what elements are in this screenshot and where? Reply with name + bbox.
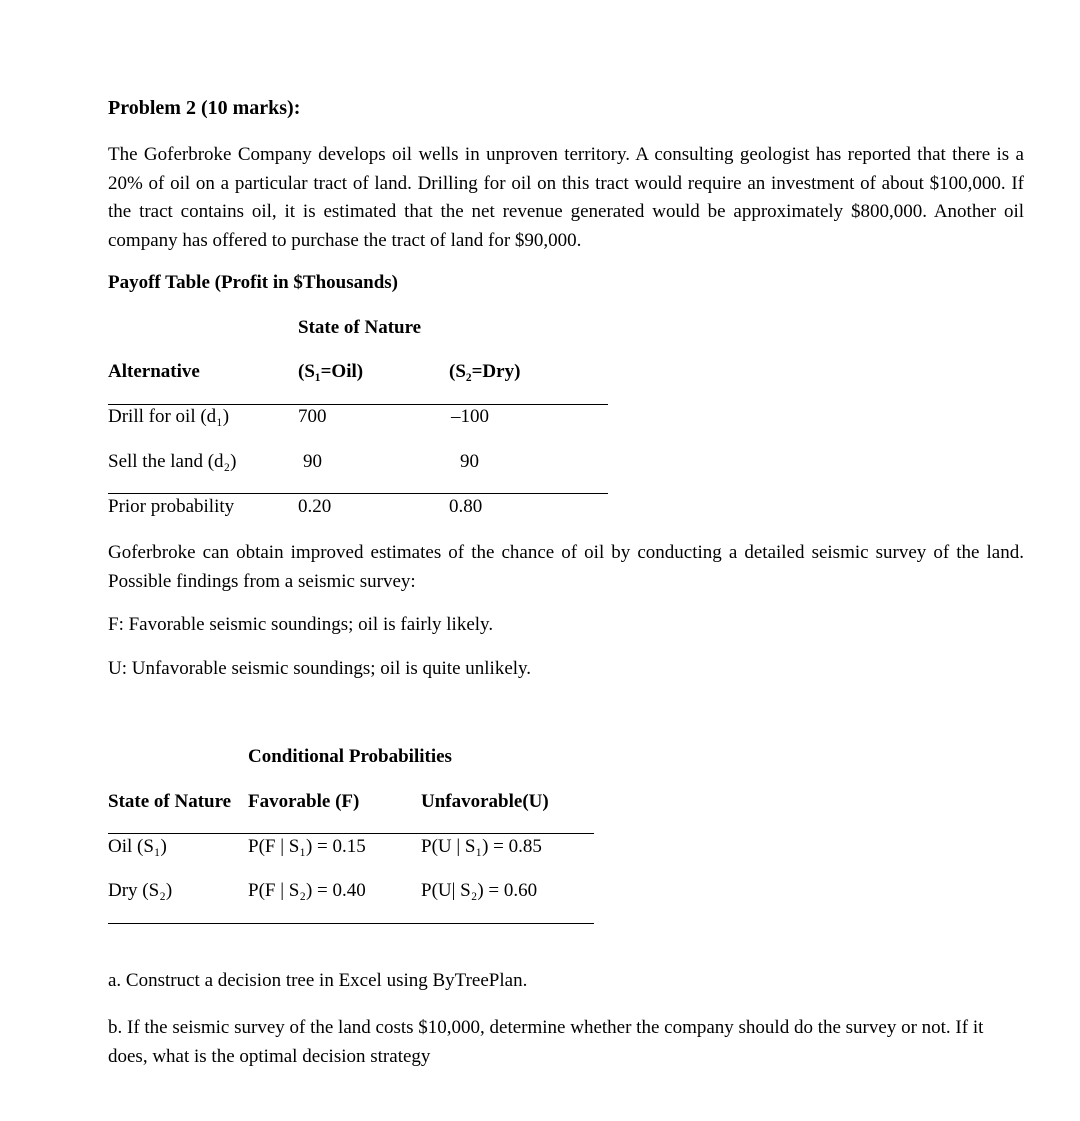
payoff-table-title: Payoff Table (Profit in $Thousands): [108, 272, 398, 293]
row-s2-value: –100: [451, 406, 489, 427]
row-favorable: P(F | S₂) = 0.40: [248, 880, 366, 901]
intro-paragraph: The Goferbroke Company develops oil wells in unproven territory. A consulting geologist has reported that there is a 20% of oil on a particular tract of land. Drilling for oil on this tract would require an investment of about $100,000. If the tract contains oil, it is estimated that the net revenue generated would be approximately $800,000. Another oil company has offered to purchase the tract of land for $90,000.: [108, 144, 1024, 251]
problem-title: Problem 2 (10 marks):: [108, 97, 301, 119]
row-label: Dry (S₂): [108, 880, 173, 901]
row-s2-value: 90: [460, 451, 479, 472]
s2-header: (S₂=Dry): [449, 361, 521, 382]
row-s1-value: 700: [298, 406, 327, 427]
state-of-nature-header: State of Nature: [298, 317, 422, 338]
favorable-header: Favorable (F): [248, 791, 360, 812]
finding-unfavorable: U: Unfavorable seismic soundings; oil is quite unlikely.: [108, 658, 532, 679]
question-b: b. If the seismic survey of the land costs $10,000, determine whether the company should do the survey or not. If it does, what is the optimal decision strategy: [108, 1017, 984, 1067]
bottom-divider: [108, 923, 594, 924]
row-label: Oil (S₁): [108, 836, 167, 857]
conditional-table-title: Conditional Probabilities: [248, 746, 452, 767]
finding-favorable: F: Favorable seismic soundings; oil is fairly likely.: [108, 614, 494, 635]
row-unfavorable: P(U| S₂) = 0.60: [421, 880, 538, 901]
s1-header: (S₁=Oil): [298, 361, 364, 382]
question-a: a. Construct a decision tree in Excel using ByTreePlan.: [108, 970, 528, 991]
alternative-header: Alternative: [108, 361, 200, 382]
row-s1-value: 90: [303, 451, 322, 472]
prior-s2: 0.80: [449, 496, 483, 517]
survey-paragraph: Goferbroke can obtain improved estimates of the chance of oil by conducting a detailed seismic survey of the land. Possible findings from a seismic survey:: [108, 542, 1024, 592]
row-favorable: P(F | S₁) = 0.15: [248, 836, 366, 857]
header-divider: [108, 404, 608, 405]
row-label: Drill for oil (d₁): [108, 406, 230, 427]
prior-s1: 0.20: [298, 496, 332, 517]
prior-divider: [108, 493, 608, 494]
row-label: Sell the land (d₂): [108, 451, 237, 472]
state-header: State of Nature: [108, 791, 232, 812]
unfavorable-header: Unfavorable(U): [421, 791, 549, 812]
header-divider: [108, 833, 594, 834]
prior-label: Prior probability: [108, 496, 235, 517]
row-unfavorable: P(U | S₁) = 0.85: [421, 836, 542, 857]
